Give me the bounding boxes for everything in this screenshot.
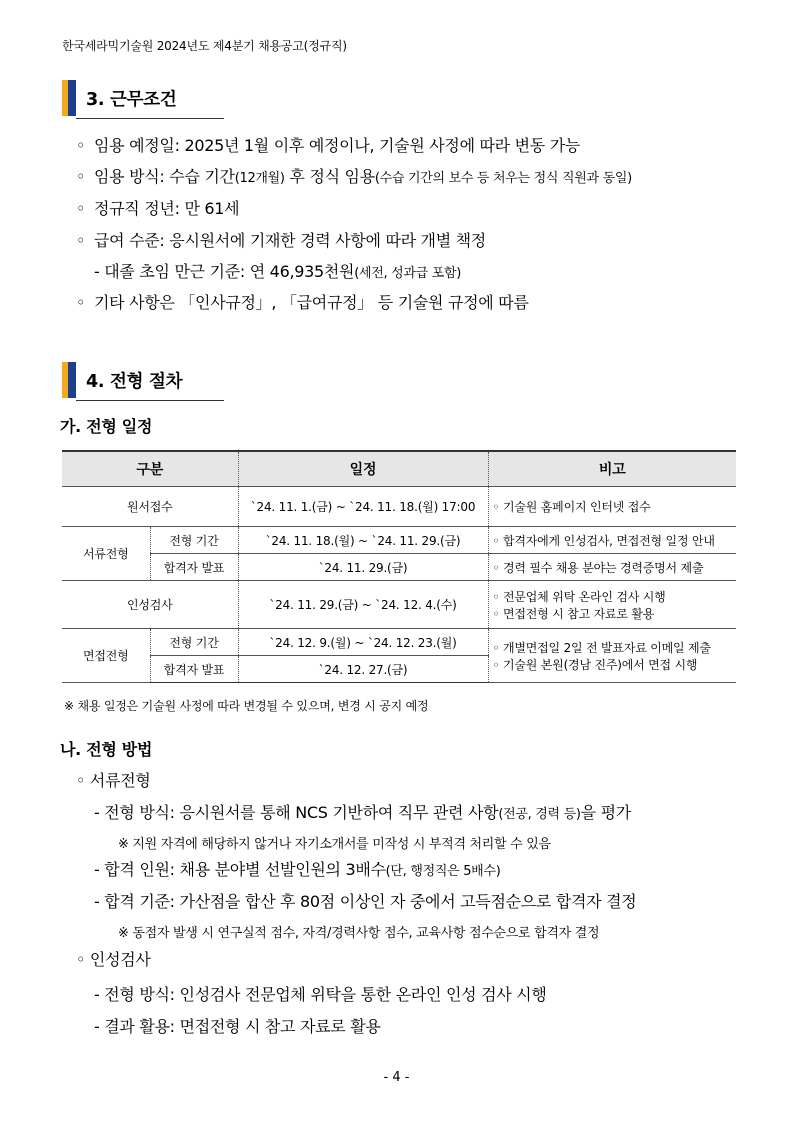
table-row — [62, 629, 736, 656]
subheading-schedule: 가. 전형 일정 — [60, 417, 153, 436]
list-sub-item: - 합격 기준: 가산점을 합산 후 80점 이상인 자 중에서 고득점순으로 합격자 결정 — [94, 892, 637, 911]
list-item: ◦ 인성검사 — [76, 950, 151, 969]
list-item: ◦ 서류전형 — [76, 771, 151, 790]
step-cell: 전형 기간 — [150, 527, 238, 554]
step-cell: 합격자 발표 — [150, 656, 238, 683]
date-cell: `24. 11. 29.(금) — [238, 554, 488, 581]
list-sub-item: - 대졸 초임 만근 기준: 연 46,935천원(세전, 성과급 포함) — [94, 262, 462, 281]
list-item: ◦ 정규직 정년: 만 61세 — [76, 199, 240, 218]
section-4-title: 4. 전형 절차 — [86, 372, 183, 392]
schedule-table — [62, 450, 736, 683]
remark-cell: ◦ 합격자에게 인성검사, 면접전형 일정 안내 — [488, 527, 736, 554]
category-cell: 원서접수 — [62, 487, 238, 527]
column-header: 구분 — [62, 451, 238, 487]
column-header: 일정 — [238, 451, 488, 487]
step-cell: 합격자 발표 — [150, 554, 238, 581]
remark-cell: ◦ 전문업체 위탁 온라인 검사 시행 ◦ 면접전형 시 참고 자료로 활용 — [488, 581, 736, 629]
list-item: ◦ 기타 사항은 「인사규정」, 「급여규정」 등 기술원 규정에 따름 — [76, 293, 529, 312]
date-cell: `24. 11. 18.(월) ~ `24. 11. 29.(금) — [238, 527, 488, 554]
date-cell: `24. 12. 9.(월) ~ `24. 12. 23.(월) — [238, 629, 488, 656]
page-number: - 4 - — [383, 1070, 410, 1085]
note-item: ※ 동점자 발생 시 연구실적 점수, 자격/경력사항 점수, 교육사항 점수순으로 합격자 결정 — [118, 926, 600, 941]
list-item: ◦ 임용 예정일: 2025년 1월 이후 예정이나, 기술원 사정에 따라 변동 가능 — [76, 136, 581, 155]
section-3-heading — [62, 80, 224, 116]
heading-accent-bar — [68, 362, 76, 398]
table-note: ※ 채용 일정은 기술원 사정에 따라 변경될 수 있으며, 변경 시 공지 예정 — [64, 699, 429, 713]
remark-cell: ◦ 경력 필수 채용 분야는 경력증명서 제출 — [488, 554, 736, 581]
table-row — [62, 527, 736, 554]
category-cell: 면접전형 — [62, 629, 150, 683]
note-item: ※ 지원 자격에 해당하지 않거나 자기소개서를 미작성 시 부적격 처리할 수 있음 — [118, 837, 551, 852]
table-row — [62, 554, 736, 581]
section-4-heading — [62, 362, 224, 398]
subheading-method: 나. 전형 방법 — [60, 740, 153, 759]
table-row — [62, 487, 736, 527]
category-cell: 인성검사 — [62, 581, 238, 629]
column-header: 비고 — [488, 451, 736, 487]
table-header-row — [62, 451, 736, 487]
remark-cell: ◦ 기술원 홈페이지 인터넷 접수 — [488, 487, 736, 527]
date-cell: `24. 11. 29.(금) ~ `24. 12. 4.(수) — [238, 581, 488, 629]
list-item: ◦ 임용 방식: 수습 기간(12개월) 후 정식 임용(수습 기간의 보수 등 처우는 정식 직원과 동일) — [76, 167, 632, 186]
heading-underline — [76, 118, 224, 119]
section-3-title: 3. 근무조건 — [86, 90, 177, 110]
step-cell: 전형 기간 — [150, 629, 238, 656]
remark-cell: ◦ 개별면접일 2일 전 발표자료 이메일 제출 ◦ 기술원 본원(경남 진주)에서 면접 시행 — [488, 629, 736, 683]
table-row — [62, 581, 736, 629]
category-cell: 서류전형 — [62, 527, 150, 581]
heading-underline — [76, 400, 224, 401]
date-cell: `24. 12. 27.(금) — [238, 656, 488, 683]
running-header: 한국세라믹기술원 2024년도 제4분기 채용공고(정규직) — [62, 39, 347, 53]
list-sub-item: - 전형 방식: 인성검사 전문업체 위탁을 통한 온라인 인성 검사 시행 — [94, 985, 547, 1004]
list-sub-item: - 합격 인원: 채용 분야별 선발인원의 3배수(단, 행정직은 5배수) — [94, 860, 501, 879]
list-sub-item: - 결과 활용: 면접전형 시 참고 자료로 활용 — [94, 1017, 381, 1036]
list-item: ◦ 급여 수준: 응시원서에 기재한 경력 사항에 따라 개별 책정 — [76, 231, 486, 250]
heading-accent-bar — [68, 80, 76, 116]
date-cell: `24. 11. 1.(금) ~ `24. 11. 18.(월) 17:00 — [238, 487, 488, 527]
list-sub-item: - 전형 방식: 응시원서를 통해 NCS 기반하여 직무 관련 사항(전공, 경력 등)을 평가 — [94, 803, 631, 822]
